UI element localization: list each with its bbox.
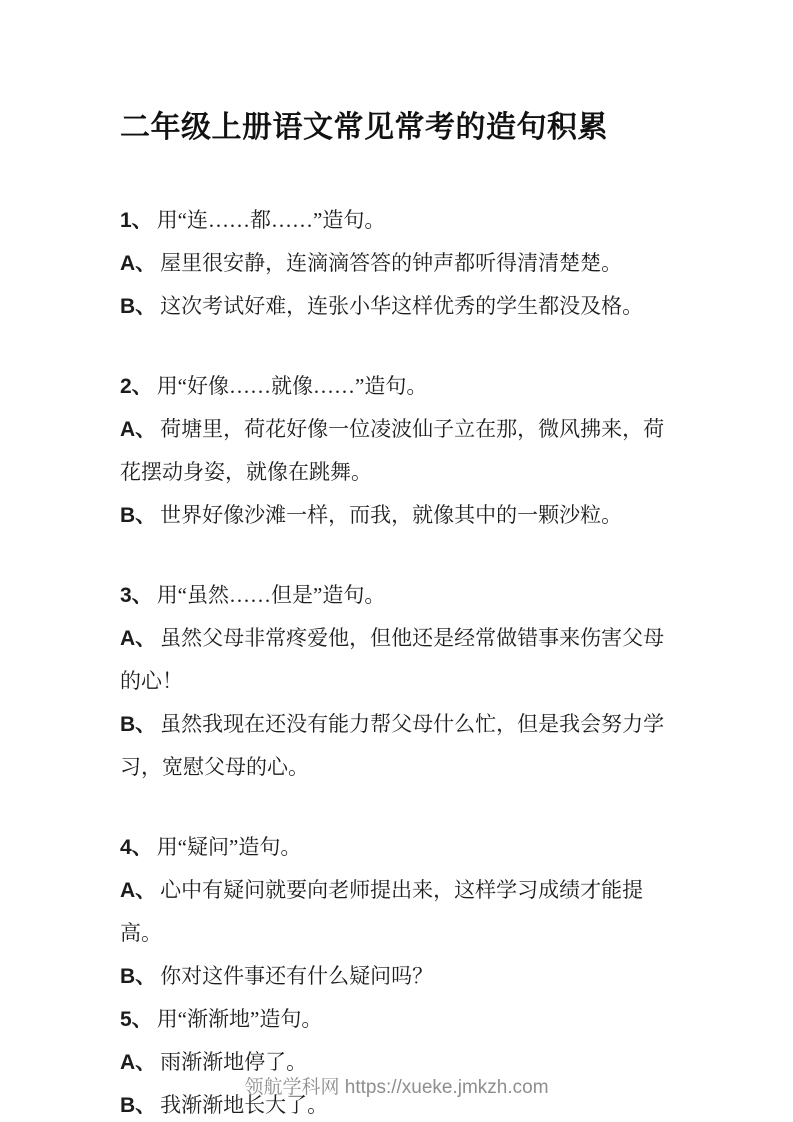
question-prompt-line <box>120 574 677 617</box>
answer-line-a <box>120 869 677 955</box>
question-prompt-line <box>120 826 677 869</box>
answer-text: 这次考试好难，连张小华这样优秀的学生都没及格。 <box>160 294 644 318</box>
question-number: 4、 <box>120 836 153 859</box>
question-section-4 <box>120 826 677 998</box>
question-number: 5、 <box>120 1008 153 1031</box>
answer-line-b <box>120 285 677 328</box>
question-prompt: 用“疑问”造句。 <box>156 835 302 859</box>
answer-label: B、 <box>120 295 157 318</box>
question-prompt: 用“好像……就像……”造句。 <box>156 374 428 398</box>
document-title: 二年级上册语文常见常考的造句积累 <box>120 111 608 144</box>
answer-line-a <box>120 408 677 494</box>
question-section-3 <box>120 574 677 789</box>
answer-text: 你对这件事还有什么疑问吗？ <box>160 964 434 988</box>
question-section-1 <box>120 199 677 328</box>
answer-label: A、 <box>120 627 157 650</box>
answer-label: B、 <box>120 965 157 988</box>
question-prompt: 用“连……都……”造句。 <box>156 208 386 232</box>
question-number: 1、 <box>120 209 153 232</box>
answer-label: B、 <box>120 504 157 527</box>
question-prompt-line <box>120 998 677 1041</box>
question-prompt-line <box>120 199 677 242</box>
answer-line-a <box>120 617 677 703</box>
answer-text: 虽然父母非常疼爱他，但他还是经常做错事来伤害父母的心！ <box>120 626 665 693</box>
question-prompt-line <box>120 365 677 408</box>
answer-text: 雨渐渐地停了。 <box>160 1050 308 1074</box>
footer-site-name: 领航学科网 <box>244 1077 340 1098</box>
answer-line-b <box>120 494 677 537</box>
answer-label: A、 <box>120 252 157 275</box>
question-number: 2、 <box>120 375 153 398</box>
answer-label: A、 <box>120 418 157 441</box>
answer-label: B、 <box>120 1094 157 1117</box>
question-section-5 <box>120 998 677 1122</box>
answer-text: 我渐渐地长大了。 <box>160 1093 329 1117</box>
answer-line-b <box>120 955 677 998</box>
answer-label: A、 <box>120 1051 157 1074</box>
answer-text: 屋里很安静，连滴滴答答的钟声都听得清清楚楚。 <box>160 251 623 275</box>
footer-url-link[interactable]: https://xueke.jmkzh.com <box>344 1077 549 1098</box>
page-footer <box>0 1076 793 1100</box>
question-section-2 <box>120 365 677 537</box>
answer-text: 心中有疑问就要向老师提出来，这样学习成绩才能提高。 <box>120 878 644 945</box>
answer-text: 荷塘里，荷花好像一位凌波仙子立在那，微风拂来，荷花摆动身姿，就像在跳舞。 <box>120 417 665 484</box>
answer-line-b <box>120 703 677 789</box>
answer-line-a <box>120 242 677 285</box>
question-number: 3、 <box>120 584 153 607</box>
answer-label: A、 <box>120 879 157 902</box>
answer-label: B、 <box>120 713 157 736</box>
answer-text: 虽然我现在还没有能力帮父母什么忙，但是我会努力学习，宽慰父母的心。 <box>120 712 665 779</box>
question-prompt: 用“渐渐地”造句。 <box>156 1007 323 1031</box>
question-prompt: 用“虽然……但是”造句。 <box>156 583 386 607</box>
answer-text: 世界好像沙滩一样，而我，就像其中的一颗沙粒。 <box>160 503 623 527</box>
